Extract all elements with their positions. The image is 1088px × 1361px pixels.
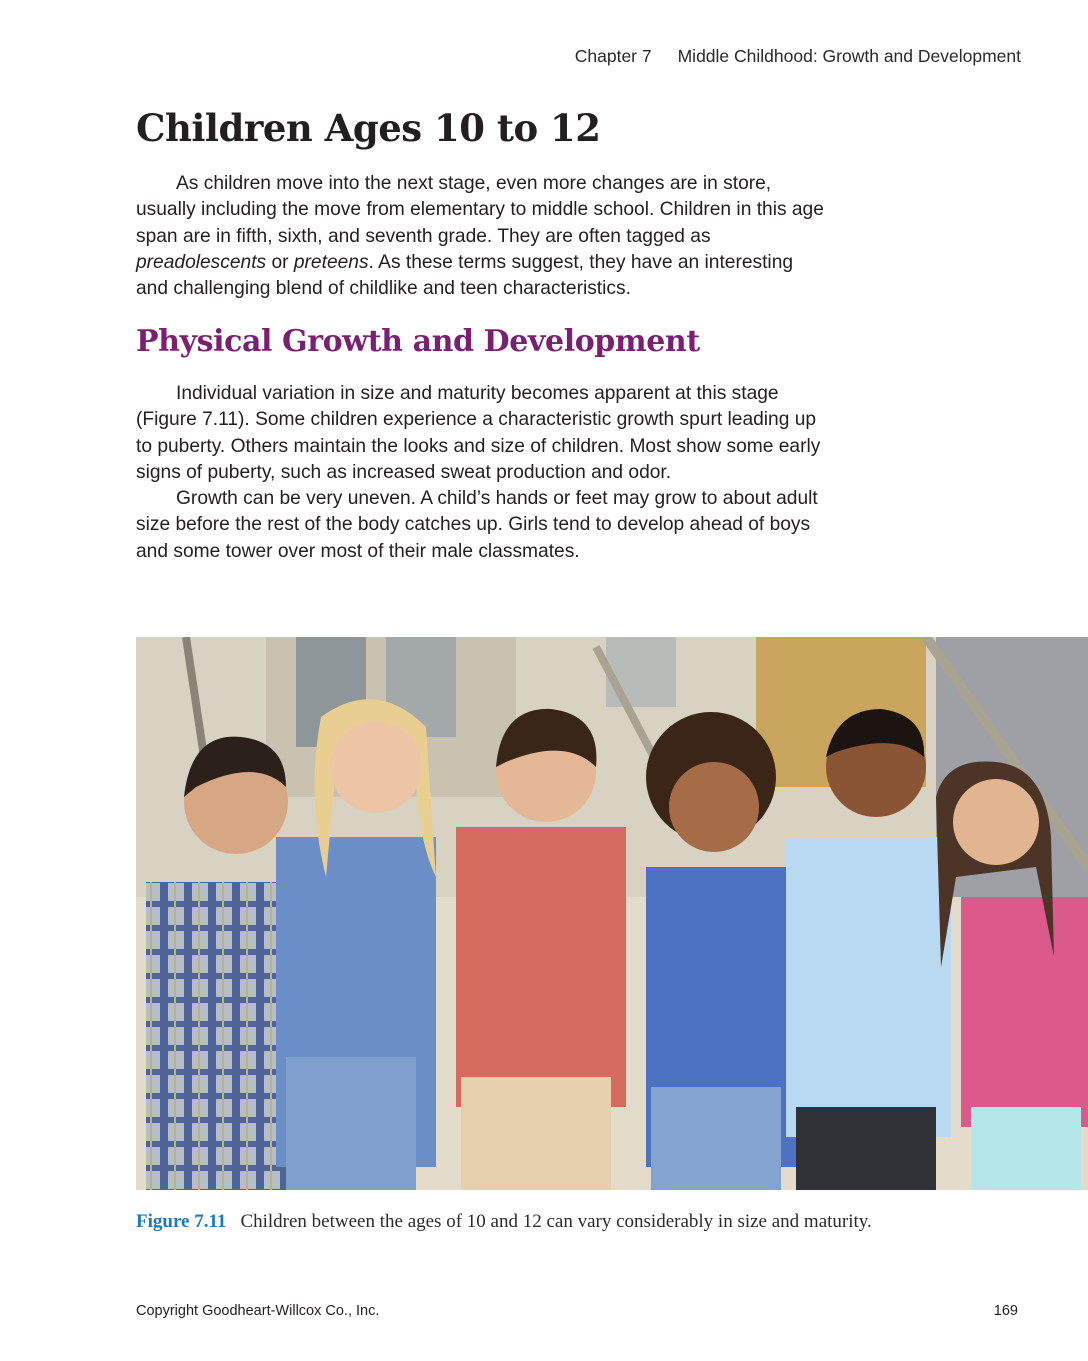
- copyright-notice: Copyright Goodheart-Willcox Co., Inc.: [136, 1303, 380, 1319]
- figure-caption-text: Children between the ages of 10 and 12 can vary considerably in size and maturity.: [240, 1211, 872, 1232]
- figure-caption: [136, 1211, 872, 1233]
- figure-label: Figure 7.11: [136, 1211, 227, 1232]
- running-header: [575, 46, 1021, 67]
- body-paragraph: Growth can be very uneven. A child’s hands or feet may grow to about adult size before the rest of the body catches up. Girls tend to develop ahead of boys and some tower over most of their male classmates.: [136, 488, 818, 562]
- section-title: Children Ages 10 to 12: [136, 106, 601, 150]
- body-text: [136, 381, 826, 565]
- chapter-label: Chapter 7: [574, 46, 652, 66]
- term-preteens: preteens: [293, 251, 369, 273]
- figure-photo: [136, 637, 1088, 1190]
- subsection-title: Physical Growth and Development: [136, 324, 700, 359]
- term-preadolescents: preadolescents: [136, 251, 267, 273]
- chapter-title: Middle Childhood: Growth and Development: [677, 46, 1021, 66]
- intro-paragraph: [136, 171, 826, 302]
- intro-text-2: or: [266, 251, 294, 273]
- children-photo-illustration: [136, 637, 1088, 1190]
- page-number: 169: [993, 1303, 1018, 1319]
- intro-text-3: . As these terms suggest, they have an interesting and challenging blend of childlike and teen characteristics.: [136, 251, 794, 300]
- intro-text-1: As children move into the next stage, even more changes are in store, usually including the move from elementary to middle school. Children in this age span are in fifth, sixth, and seventh grade. They are often tagged as: [136, 173, 824, 247]
- body-paragraph: Individual variation in size and maturity becomes apparent at this stage (Figure 7.11). Some children experience a characteristic growth spurt leading up to puberty. Others maintain the looks and size of children. Most show some early signs of puberty, such as increased sweat production and odor.: [136, 383, 821, 483]
